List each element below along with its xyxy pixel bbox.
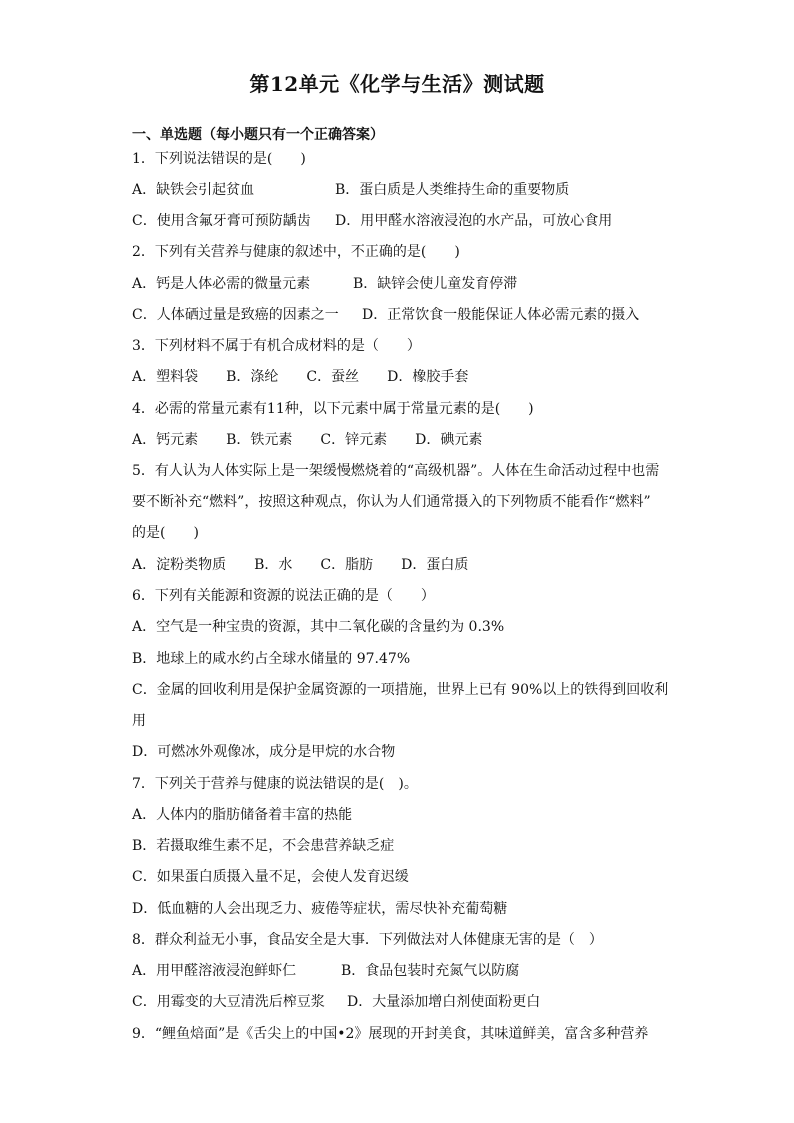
question-8-option-a: A．用甲醛溶液浸泡鲜虾仁 (132, 963, 297, 979)
question-3-stem: 3．下列材料不属于有机合成材料的是（ ） (132, 338, 421, 354)
question-3-options: A．塑料袋 B．涤纶 C．蚕丝 D．橡胶手套 (132, 369, 469, 385)
question-9-stem: 9．“鲤鱼焙面”是《舌尖上的中国•2》展现的开封美食，其味道鲜美，富含多种营养 (132, 1026, 649, 1042)
question-2-option-b: B．缺锌会使儿童发育停滞 (353, 276, 518, 292)
question-8-option-d: D．大量添加增白剂使面粉更白 (347, 994, 541, 1010)
question-2-stem: 2．下列有关营养与健康的叙述中，不正确的是( ) (132, 244, 460, 260)
question-6-option-a: A．空气是一种宝贵的资源，其中二氧化碳的含量约为 0.3% (132, 619, 505, 635)
question-6-option-b: B．地球上的咸水约占全球水储量的 97.47% (132, 651, 411, 667)
question-7-option-a: A．人体内的脂肪储备着丰富的热能 (132, 807, 353, 823)
question-6-option-c-line-2: 用 (132, 713, 146, 729)
question-7-option-c: C．如果蛋白质摄入量不足，会使人发育迟缓 (132, 869, 409, 885)
question-5-stem-line-3: 的是( ) (132, 525, 199, 541)
question-5-stem-line-1: 5．有人认为人体实际上是一架缓慢燃烧着的“高级机器”。人体在生命活动过程中也需 (132, 463, 660, 479)
question-4-options: A．钙元素 B．铁元素 C．锌元素 D．碘元素 (132, 432, 483, 448)
question-8-option-c: C．用霉变的大豆清洗后榨豆浆 (132, 994, 325, 1010)
question-1-option-a: A．缺铁会引起贫血 (132, 182, 255, 198)
question-1-option-b: B．蛋白质是人类维持生命的重要物质 (335, 182, 570, 198)
question-2-option-c: C．人体硒过量是致癌的因素之一 (132, 307, 339, 323)
page-title: 第12单元《化学与生活》测试题 (249, 72, 545, 96)
question-7-stem: 7．下列关于营养与健康的说法错误的是( )。 (132, 776, 418, 792)
question-4-stem: 4．必需的常量元素有11种，以下元素中属于常量元素的是( ) (132, 401, 534, 417)
question-2-option-a: A．钙是人体必需的微量元素 (132, 276, 311, 292)
question-7-option-d: D．低血糖的人会出现乏力、疲倦等症状，需尽快补充葡萄糖 (132, 901, 508, 917)
question-6-option-d: D．可燃冰外观像冰，成分是甲烷的水合物 (132, 744, 396, 760)
question-7-option-b: B．若摄取维生素不足，不会患营养缺乏症 (132, 838, 395, 854)
question-8-stem: 8．群众利益无小事，食品安全是大事．下列做法对人体健康无害的是（ ） (132, 932, 603, 948)
question-1-option-d: D．用甲醛水溶液浸泡的水产品，可放心食用 (335, 213, 613, 229)
question-6-stem: 6．下列有关能源和资源的说法正确的是（ ） (132, 588, 435, 604)
question-6-option-c-line-1: C．金属的回收利用是保护金属资源的一项措施，世界上已有 90%以上的铁得到回收利 (132, 682, 669, 698)
question-5-options: A．淀粉类物质 B．水 C．脂肪 D．蛋白质 (132, 557, 469, 573)
question-1-option-c: C．使用含氟牙膏可预防龋齿 (132, 213, 311, 229)
section-heading: 一、单选题（每小题只有一个正确答案） (132, 127, 384, 143)
question-8-option-b: B．食品包装时充氮气以防腐 (341, 963, 520, 979)
question-2-option-d: D．正常饮食一般能保证人体必需元素的摄入 (362, 307, 640, 323)
question-5-stem-line-2: 要不断补充“燃料”，按照这种观点，你认为人们通常摄入的下列物质不能看作“燃料” (132, 494, 651, 510)
question-1-stem: 1．下列说法错误的是( ) (132, 151, 306, 167)
